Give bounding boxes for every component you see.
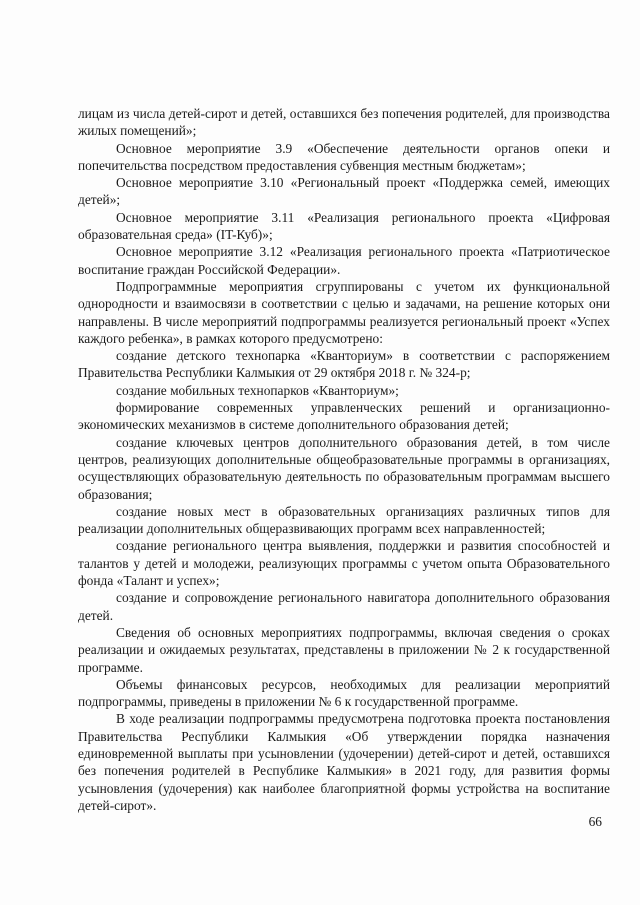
document-paragraph: Основное мероприятие 3.11 «Реализация регионального проекта «Цифровая образовательная среда» (IT-Куб)»;	[78, 209, 610, 243]
document-paragraph: создание и сопровождение регионального навигатора дополнительного образования детей.	[78, 590, 610, 623]
document-paragraph: лицам из числа детей-сирот и детей, оставшихся без попечения родителей, для производства жилых помещений»;	[78, 106, 610, 139]
document-paragraph: Подпрограммные мероприятия сгруппированы с учетом их функциональной однородности и взаимосвязи в соответствии с целью и задачами, на решение которых они направлены. В числе мероприятий подпрограммы реализуется региональный проект «Успех каждого ребенка», в рамках которого предусмотрено:	[78, 278, 610, 346]
document-paragraph: Основное мероприятие 3.10 «Региональный проект «Поддержка семей, имеющих детей»;	[78, 175, 610, 208]
document-paragraph: В ходе реализации подпрограммы предусмотрена подготовка проекта постановления Правительства Республики Калмыкия «Об утверждении порядка назначения единовременной выплаты при усыновлении (удочерении) детей-сирот и детей, оставшихся без попечения родителей в Республике Калмыкия» в 2021 году, для развития формы усыновления (удочерения) как наиболее благоприятной формы устройства на воспитание детей-сирот».	[78, 711, 610, 813]
document-paragraph: создание детского технопарка «Кванториум» в соответствии с распоряжением Правительства Республики Калмыкия от 29 октября 2018 г. № 324-р;	[78, 348, 610, 381]
document-paragraph: Основное мероприятие 3.9 «Обеспечение деятельности органов опеки и попечительства посредством предоставления субвенция местным бюджетам»;	[78, 140, 610, 173]
document-paragraph: создание мобильных технопарков «Кванториум»;	[116, 382, 399, 398]
document-paragraph: Основное мероприятие 3.12 «Реализация регионального проекта «Патриотическое воспитание граждан Российской Федерации».	[78, 244, 610, 277]
document-paragraph: формирование современных управленческих решений и организационно-экономических механизмов в системе дополнительного образования детей;	[78, 400, 610, 433]
page-number: 66	[588, 814, 602, 829]
document-paragraph: создание ключевых центров дополнительного образования детей, в том числе центров, реализующих дополнительные общеобразовательные программы в организациях, осуществляющих образовательную деятельность по образовательным программам высшего образования;	[78, 434, 610, 502]
document-paragraph: Сведения об основных мероприятиях подпрограммы, включая сведения о сроках реализации и ожидаемых результатах, представлены в приложении № 2 к государственной программе.	[78, 624, 610, 675]
document-paragraph: Объемы финансовых ресурсов, необходимых для реализации мероприятий подпрограммы, приведены в приложении № 6 к государственной программе.	[78, 676, 610, 710]
document-paragraph: создание регионального центра выявления, поддержки и развития способностей и талантов у детей и молодежи, реализующих программы с учетом опыта Образовательного фонда «Талант и успех»;	[78, 538, 610, 589]
document-body	[78, 105, 610, 814]
document-paragraph: создание новых мест в образовательных организациях различных типов для реализации дополнительных общеразвивающих программ всех направленностей;	[78, 503, 610, 537]
